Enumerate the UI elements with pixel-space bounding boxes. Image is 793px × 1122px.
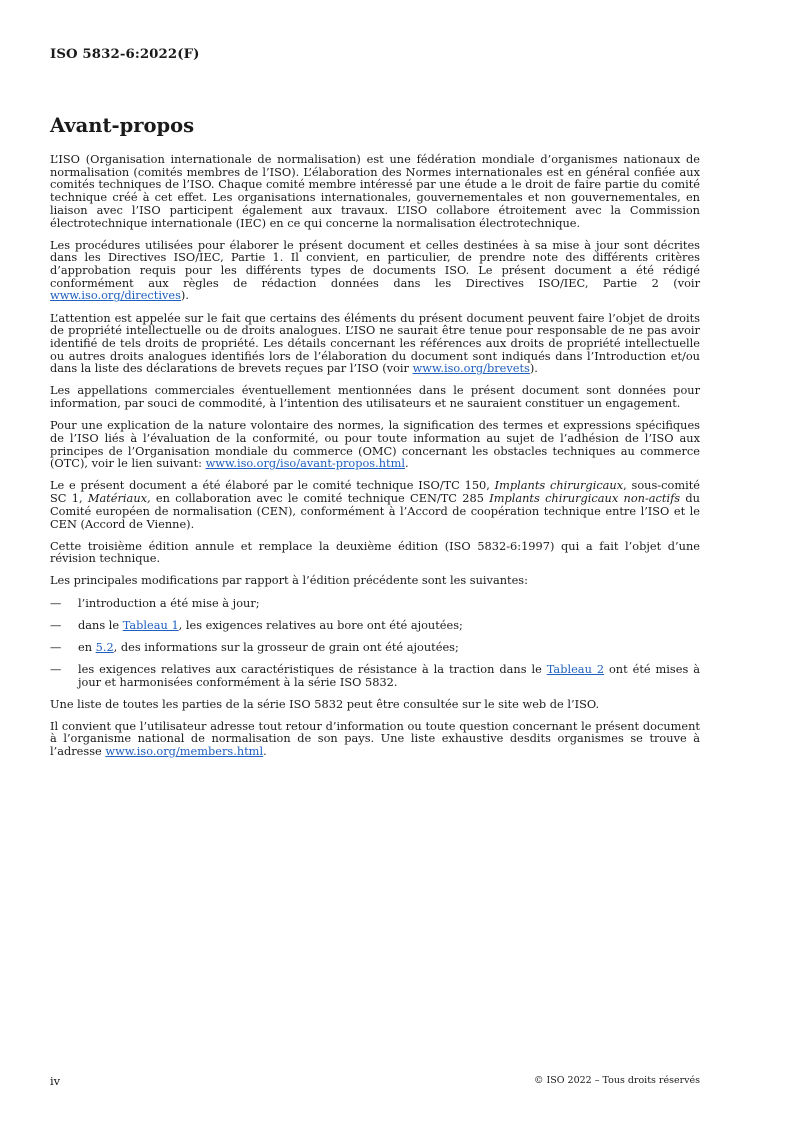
list-item-text: l’introduction a été mise à jour; xyxy=(78,595,260,610)
cen-committee-name: Implants chirurgicaux non-actifs xyxy=(489,491,681,506)
page-number: iv xyxy=(50,1074,61,1088)
paragraph-voluntary-nature xyxy=(50,419,700,470)
link-tableau-1[interactable]: Tableau 1 xyxy=(122,617,179,632)
paragraph-text: ). xyxy=(529,361,538,376)
dash-bullet: — xyxy=(50,595,62,610)
paragraph-text: en collaboration avec le comité technique CEN/TC 285 xyxy=(150,491,490,506)
list-text: , des informations sur la grosseur de grain ont été ajoutées; xyxy=(113,639,459,654)
link-tableau-2[interactable]: Tableau 2 xyxy=(546,661,605,676)
section-title: Avant-propos xyxy=(50,114,195,137)
subcommittee-name: Matériaux, xyxy=(87,491,151,506)
paragraph-iso-intro: L’ISO (Organisation internationale de normalisation) est une fédération mondiale d’organismes nationaux de normalisation (comités membres de l’ISO). L’élaboration des Normes internationales est en général confiée aux comités techniques de l’ISO. Chaque comité membre intéressé par une étude a le droit de faire partie du comité technique créé à cet effet. Les organisations internationales, gouvernementales et non gouvernementales, en liaison avec l’ISO participent également aux travaux. L’ISO collabore étroitement avec la Commission électrotechnique internationale (IEC) en ce qui concerne la normalisation électrotechnique. xyxy=(50,152,700,230)
paragraph-patents xyxy=(50,312,700,376)
list-item-text xyxy=(78,619,700,632)
paragraph-text: ). xyxy=(180,288,189,303)
link-directives[interactable]: www.iso.org/directives xyxy=(50,288,181,303)
list-item-text xyxy=(78,641,700,654)
paragraph-text: Les procédures utilisées pour élaborer le présent document et celles destinées à sa mise à jour sont décrites dans les Directives ISO/IEC, Partie 1. Il convient, en particulier, de prendre note des différents critères d’approbation requis pour les différents types de documents ISO. Le présent document a été rédigé conformément aux règles de rédaction données dans les Directives ISO/IEC, Partie 2 (voir xyxy=(50,237,700,290)
dash-bullet: — xyxy=(50,617,62,632)
list-item xyxy=(50,597,700,610)
paragraph-edition: Cette troisième édition annule et remplace la deuxième édition (ISO 5832-6:1997) qui a fait l’objet d’une révision technique. xyxy=(50,538,700,566)
document-page xyxy=(50,0,700,1122)
list-item xyxy=(50,619,700,632)
link-avant-propos[interactable]: www.iso.org/iso/avant-propos.html xyxy=(205,456,405,471)
paragraph-text: L’attention est appelée sur le fait que certains des éléments du présent document peuvent faire l’objet de droits de propriété intellectuelle ou de droits analogues. L’ISO ne saurait être tenue pour responsable de ne pas avoir identifié de tels droits de propriété. Les détails concernant les références aux droits de propriété intellectuelle ou autres droits analogues identifiés lors de l’élaboration du document sont indiqués dans l’Introduction et/ou dans la liste des déclarations de brevets reçues par l’ISO (voir xyxy=(50,310,700,376)
link-members[interactable]: www.iso.org/members.html xyxy=(105,744,264,759)
paragraph-text: . xyxy=(405,456,409,471)
paragraph-text: , sous-comité SC 1, xyxy=(50,478,700,506)
foreword-body xyxy=(50,153,700,767)
paragraph-trade-names: Les appellations commerciales éventuellement mentionnées dans le présent document sont données pour information, par souci de commodité, à l’intention des utilisateurs et ne sauraient constituer un engagement. xyxy=(50,383,700,411)
paragraph-text: . xyxy=(263,744,267,759)
list-text: les exigences relatives aux caractéristiques de résistance à la traction dans le xyxy=(78,661,547,676)
paragraph-text: Pour une explication de la nature volontaire des normes, la signification des termes et expressions spécifiques de l’ISO liés à l’évaluation de la conformité, ou pour toute information au sujet de l’adhésion de l’ISO aux principes de l’Organisation mondiale du commerce (OMC) concernant les obstacles techniques au commerce (OTC), voir le lien suivant: xyxy=(50,418,700,471)
paragraph-series-list: Une liste de toutes les parties de la série ISO 5832 peut être consultée sur le site web de l’ISO. xyxy=(50,696,600,711)
committee-name: Implants chirurgicaux xyxy=(494,478,624,493)
link-section-5-2[interactable]: 5.2 xyxy=(95,639,114,654)
link-brevets[interactable]: www.iso.org/brevets xyxy=(412,361,530,376)
document-identifier: ISO 5832-6:2022(F) xyxy=(50,47,200,62)
paragraph-text: du Comité européen de normalisation (CEN), conformément à l’Accord de coopération technique entre l’ISO et le CEN (Accord de Vienne). xyxy=(50,491,700,531)
dash-bullet: — xyxy=(50,639,62,654)
paragraph-text: Il convient que l’utilisateur adresse tout retour d’information ou toute question concernant le présent document à l’organisme national de normalisation de son pays. Une liste exhaustive desdits organismes se trouve à l’adresse xyxy=(50,718,700,759)
list-text: , les exigences relatives au bore ont été ajoutées; xyxy=(178,617,463,632)
list-item-text xyxy=(78,663,700,688)
list-text: ont été mises à jour et harmonisées conformément à la série ISO 5832. xyxy=(78,661,700,689)
list-text: dans le xyxy=(78,617,123,632)
list-item xyxy=(50,663,700,688)
paragraph-text: Le e présent document a été élaboré par le comité technique ISO/TC 150, xyxy=(50,478,495,493)
list-text: en xyxy=(78,639,96,654)
paragraph-procedures xyxy=(50,239,700,303)
paragraph-feedback xyxy=(50,720,700,758)
paragraph-committee xyxy=(50,479,700,530)
dash-bullet: — xyxy=(50,661,62,676)
paragraph-changes-intro: Les principales modifications par rapport à l’édition précédente sont les suivantes: xyxy=(50,573,528,588)
list-item xyxy=(50,641,700,654)
copyright-notice: © ISO 2022 – Tous droits réservés xyxy=(533,1075,700,1086)
